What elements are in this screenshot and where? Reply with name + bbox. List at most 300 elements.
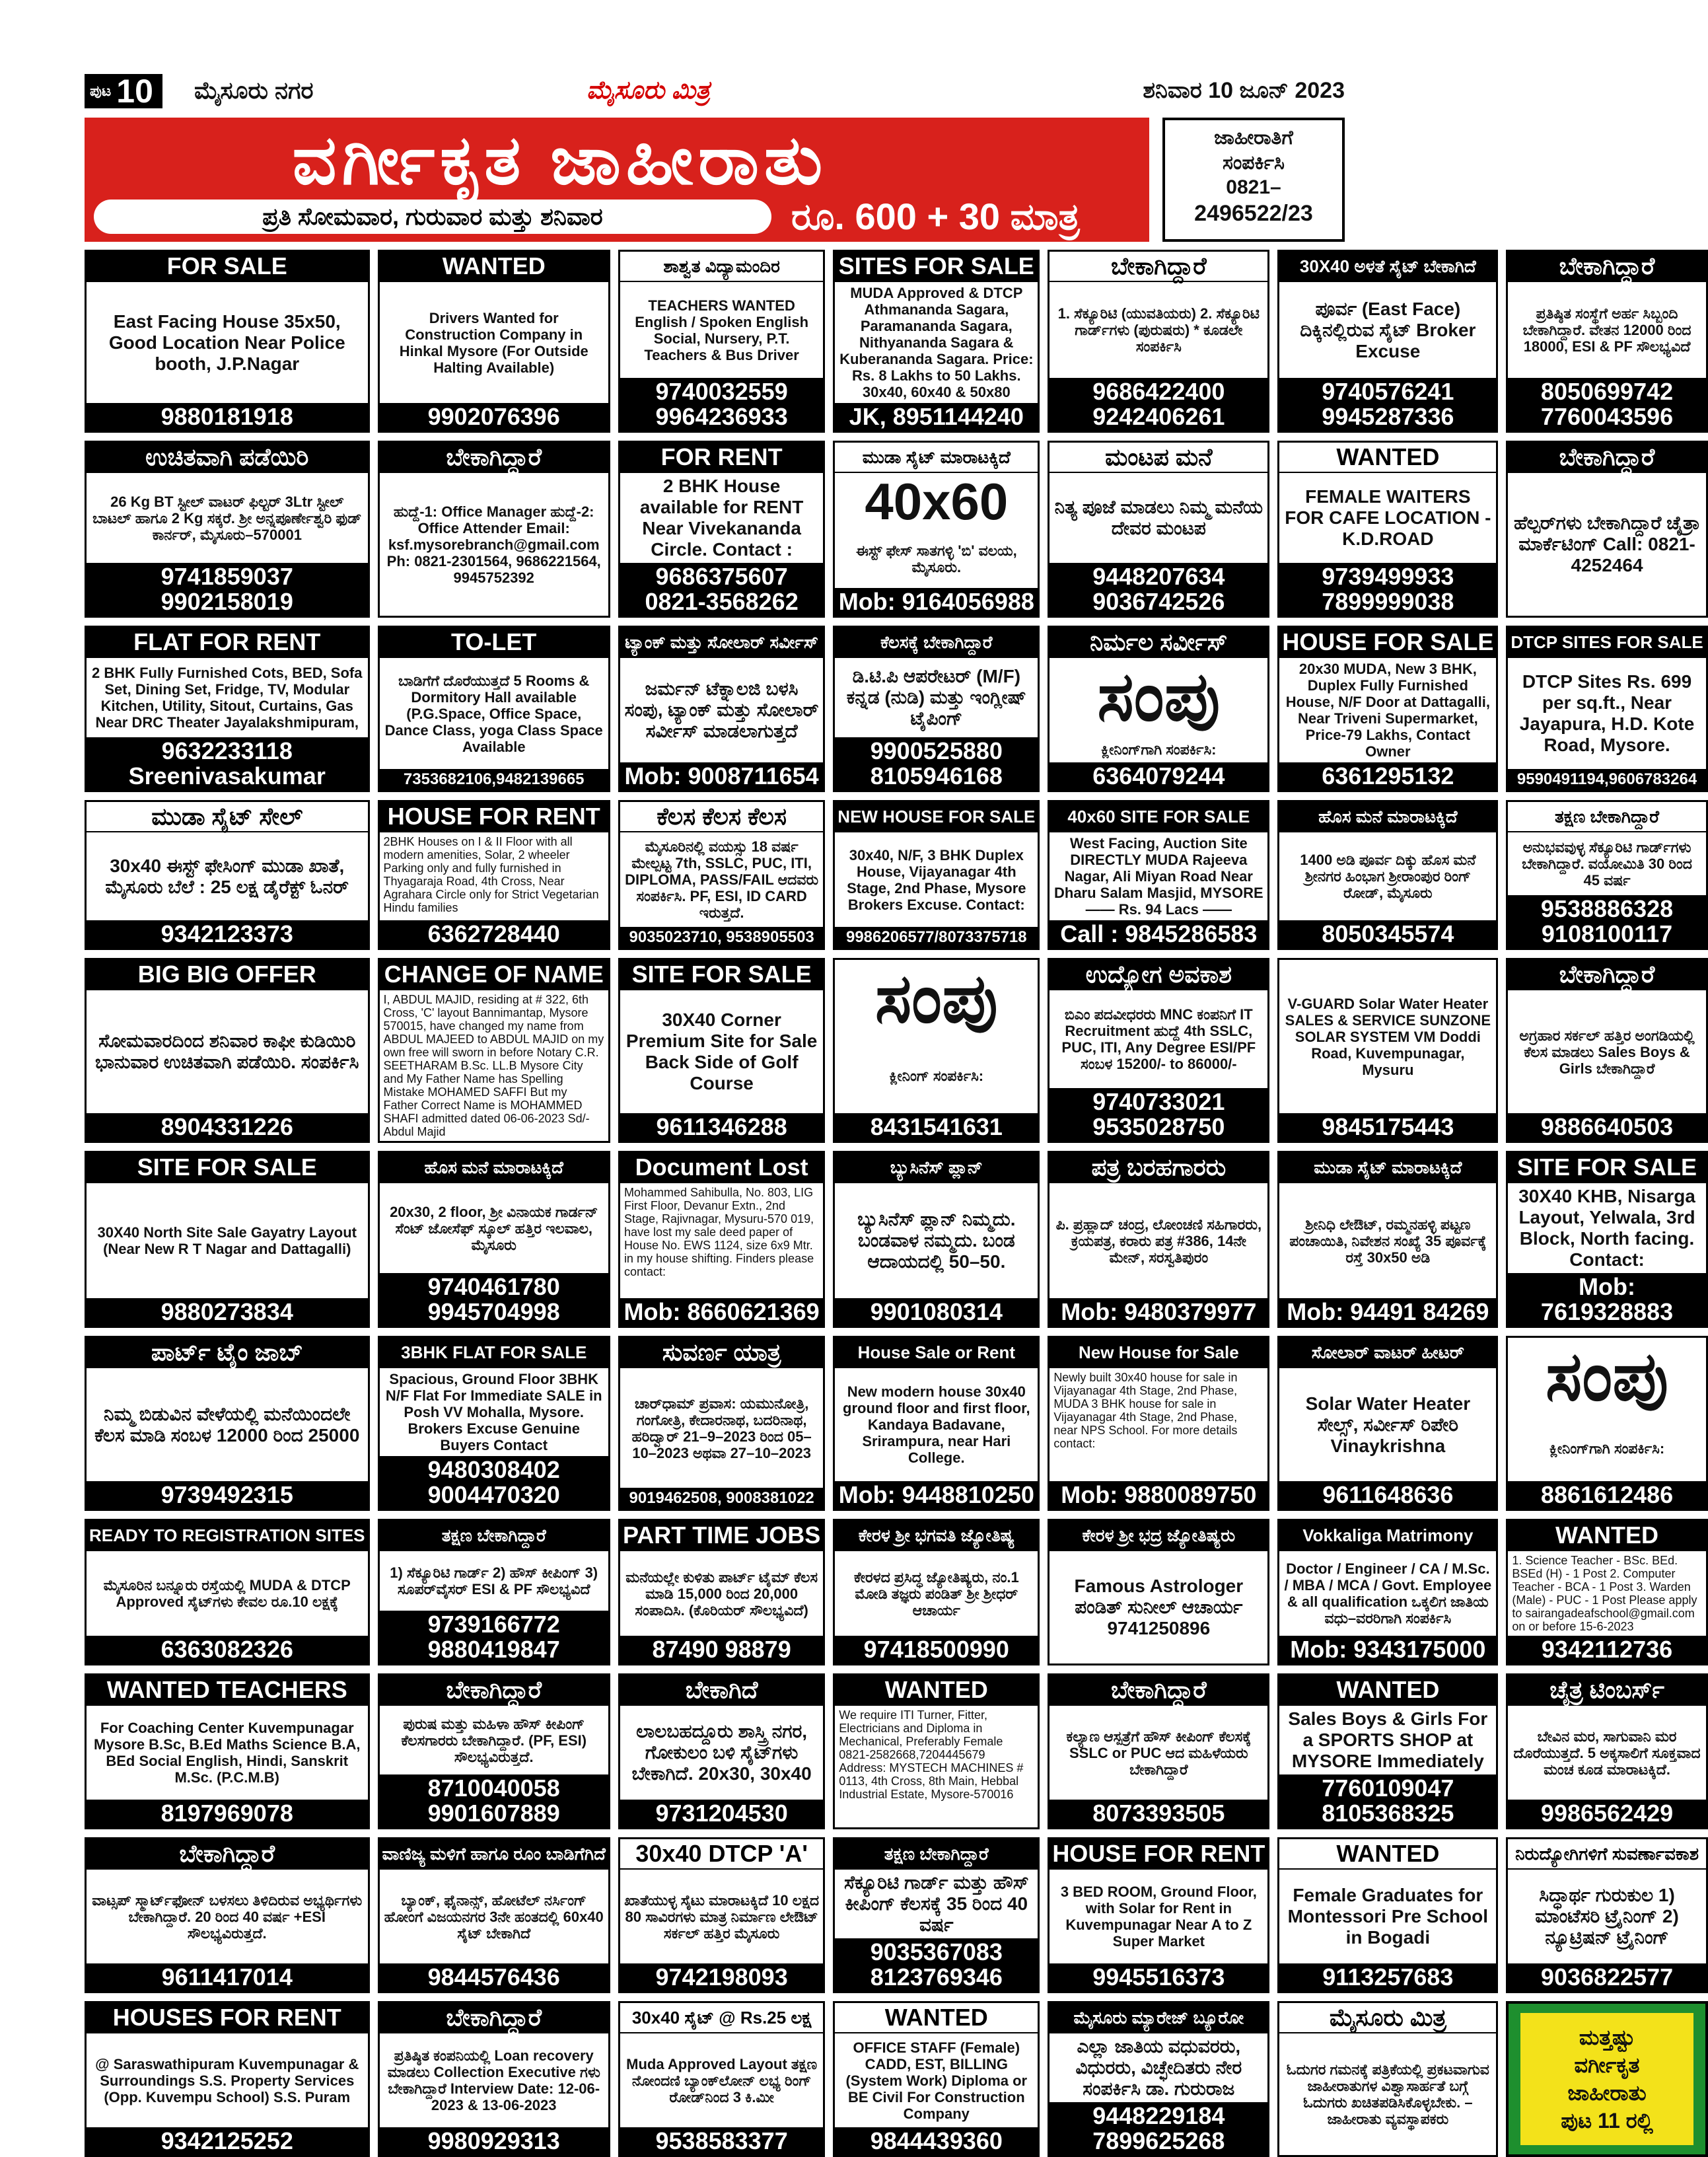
classified-ad [85,1151,370,1328]
ad-heading: ಕೇರಳ ಶ್ರೀ ಭದ್ರ ಜ್ಯೋತಿಷ್ಯರು [1050,1521,1267,1551]
classified-ad [833,441,1040,618]
ad-body: 2 BHK House available for RENT Near Vivekananda Circle. Contact : [639,476,804,560]
classified-ad [85,441,370,618]
ad-body: I, ABDUL MAJID, residing at # 322, 6th Cross, 'C' layout Bannimantap, Mysore 570015, have changed my name from ABDUL MAJEED to ABDUL MAJID on my own free will sworn in before Notary C.R. SEETHARAM B.Sc. LL.B Mysore City and My Father Name has Spelling Mistake MOHAMED SAFFI But my Father Correct Name is MOHAMMED SHAFI admitted dated 06-06-2023 Sd/- Abdul Majid [383,993,604,1138]
ad-heading: ಚೈತ್ರ ಟಿಂಬರ್ಸ್ [1508,1675,1705,1706]
ad-phone: 9035023710, 9538905503 [620,927,823,948]
ad-body: Spacious, Ground Floor 3BHK N/F Flat For Immediate SALE in Posh VV Mohalla, Mysore. Brokers Excuse Genuine Buyers Contact [385,1371,602,1453]
classified-ad [833,1673,1040,1829]
classified-ad [833,1519,1040,1665]
ad-body: ಮನೆಯಲ್ಲೇ ಕುಳಿತು ಪಾರ್ಟ್ ಟೈಮ್ ಕೆಲಸ ಮಾಡಿ 15,000 ರಿಂದ 20,000 ಸಂಪಾದಿಸಿ. (ಕೊರಿಯರ್ ಸೌಲಭ್ಯವಿದೆ) [625,1568,818,1619]
ad-phone: 9739499933 7899999038 [1279,563,1496,616]
ad-body: ಸೋಮವಾರದಿಂದ ಶನಿವಾರ ಕಾಫೀ ಕುಡಿಯಿರಿ ಭಾನುವಾರ ಉಚಿತವಾಗಿ ಪಡೆಯಿರಿ. ಸಂಪರ್ಕಿಸಿ [95,1031,359,1072]
ad-heading: ಮೈಸೂರು ಮಿತ್ರ [1279,2003,1496,2033]
ad-body: ಸೆಕ್ಯೂರಿಟಿ ಗಾರ್ಡ್ ಮತ್ತು ಹೌಸ್ ಕೀಪಿಂಗ್ ಕೆಲಸಕ್ಕೆ 35 ರಿಂದ 40 ವರ್ಷ [843,1872,1029,1935]
ad-phone: Call : 9845286583 [1050,920,1267,948]
ad-body: Drivers Wanted for Construction Company in Hinkal Mysore (For Outside Halting Available) [399,309,588,376]
ad-phone: 9986206577/8073375718 [835,927,1038,948]
ad-phone: 9740733021 9535028750 [1050,1088,1267,1141]
section-name: ಮೈಸೂರು ನಗರ [194,77,314,104]
ad-body: ಅಗ್ರಹಾರ ಸರ್ಕಲ್ ಹತ್ತಿರ ಅಂಗಡಿಯಲ್ಲಿ ಕೆಲಸ ಮಾಡಲು Sales Boys & Girls ಬೇಕಾಗಿದ್ದಾರೆ [1519,1027,1695,1077]
classified-header [85,118,1149,242]
ad-phone: 9740461780 9945704998 [380,1273,608,1326]
ad-phone: 9740576241 9945287336 [1279,378,1496,431]
ad-body: ಅನುಭವವುಳ್ಳ ಸೆಕ್ಯೂರಿಟಿ ಗಾರ್ಡ್‌ಗಳು ಬೇಕಾಗಿದ್ದಾರೆ. ವಯೋಮಿತಿ 30 ರಿಂದ 45 ವರ್ಷ [1522,839,1692,889]
ad-body: ಲಾಲಬಹದ್ದೂರು ಶಾಸ್ತ್ರಿ ನಗರ, ಗೋಕುಲಂ ಬಳಿ ಸೈಟ್‌ಗಳು ಬೇಕಾಗಿದೆ. 20x30, 30x40 [631,1721,812,1784]
ad-heading: ಬೇಕಾಗಿದ್ದಾರೆ [87,1839,368,1870]
ad-heading: ಕೆಲಸಕ್ಕೆ ಬೇಕಾಗಿದ್ದಾರೆ [835,628,1038,658]
ad-heading: House Sale or Rent [835,1338,1038,1368]
classified-ad [378,1837,610,1993]
ad-heading: ತಕ್ಷಣ ಬೇಕಾಗಿದ್ದಾರೆ [1508,802,1705,832]
top-strip [85,74,1345,108]
ad-phone: Mob: 9480379977 [1050,1298,1267,1326]
ad-heading: ಬೇಕಾಗಿದ್ದಾರೆ [1050,252,1267,282]
ad-heading: CHANGE OF NAME [380,960,608,990]
ad-body: V-GUARD Solar Water Heater SALES & SERVICE SUNZONE SOLAR SYSTEM VM Doddi Road, Kuvempunagar, Mysuru [1285,995,1491,1078]
ad-phone: 9844576436 [380,1963,608,1991]
ad-phone: 9036822577 [1508,1963,1705,1991]
ad-heading: ತಕ್ಷಣ ಬೇಕಾಗಿದ್ದಾರೆ [380,1521,608,1551]
ad-phone: 9900525880 8105946168 [835,737,1038,790]
ad-body: 30x40 ಈಸ್ಟ್ ಫೇಸಿಂಗ್ ಮುಡಾ ಖಾತೆ, ಮೈಸೂರು ಬೆಲೆ : 25 ಲಕ್ಷ ಡೈರೆಕ್ಟ್ ಓನರ್ [105,855,349,897]
ad-phone: 9739492315 [87,1481,368,1509]
ad-body: ನಿತ್ಯ ಪೂಜೆ ಮಾಡಲು ನಿಮ್ಮ ಮನೆಯ ದೇವರ ಮಂಟಪ [1054,497,1263,538]
classified-ad [85,2001,370,2157]
issue-date: ಶನಿವಾರ 10 ಜೂನ್ 2023 [1143,78,1345,103]
page-number-box [85,74,162,108]
classified-ad [1277,2001,1498,2157]
classified-ad [1277,626,1498,792]
ad-phone: 8050699742 7760043596 [1508,378,1705,431]
ad-heading: WANTED [380,252,608,282]
ad-body: ಬೇವಿನ ಮರ, ಸಾಗುವಾನಿ ಮರ ದೊರೆಯುತ್ತದೆ. 5 ಅಕ್ಕಸಾಲಿಗೆ ಸೂಕ್ತವಾದ ಮಂಚ ಕೂಡ ಮಾರಾಟಕ್ಕಿದೆ. [1513,1728,1701,1778]
classified-ad [1506,1336,1707,1511]
ad-heading: SITE FOR SALE [87,1153,368,1183]
note-line: ಮತ್ತಷ್ಟು [1579,2026,1635,2049]
ad-heading: 30x40 ಸೈಟ್ @ Rs.25 ಲಕ್ಷ [620,2003,823,2033]
ad-body: ಪುರುಷ ಮತ್ತು ಮಹಿಳಾ ಹೌಸ್ ಕೀಪಿಂಗ್ ಕೆಲಸಗಾರರು ಬೇಕಾಗಿದ್ದಾರೆ. (PF, ESI) ಸೌಲಭ್ಯವಿರುತ್ತದೆ. [401,1715,587,1765]
ad-heading: HOUSE FOR RENT [1050,1839,1267,1870]
ad-highlight: 40x60 [865,472,1009,530]
ad-body: Sales Boys & Girls For a SPORTS SHOP at MYSORE Immediately [1288,1708,1488,1771]
ad-phone: 6363082326 [87,1636,368,1663]
ad-heading: ಕೇರಳ ಶ್ರೀ ಭಗವತಿ ಜ್ಯೋತಿಷ್ಯ [835,1521,1038,1551]
ad-heading: ಉಚಿತವಾಗಿ ಪಡೆಯಿರಿ [87,443,368,473]
classified-ad [618,1673,825,1829]
ad-heading: SITES FOR SALE [835,252,1038,282]
ad-heading: 3BHK FLAT FOR SALE [380,1338,608,1368]
ad-phone: 9113257683 [1279,1963,1496,1991]
ad-phone: Mob: 9164056988 [835,588,1038,616]
ad-body: 1. Science Teacher - BSc. BEd. BSEd (H) - 1 Post 2. Computer Teacher - BCA - 1 Post 3. Warden (Male) - PUC - 1 Post Please apply to sairangadeafschool@gmail.com on or before 15-6-2023 [1512,1554,1697,1633]
ad-heading: ಬೇಕಾಗಿದ್ದಾರೆ [380,1675,608,1706]
ad-body: ಪಿ. ಪ್ರಹ್ಲಾದ್ ಚಂದ್ರ, ಲೋಂಚಣಿ ಸಹಿಗಾರರು, ಕ್ರಯಪತ್ರ, ಕರಾರು ಪತ್ರ #386, 14ನೇ ಮೇನ್, ಸರಸ್ವತಿಪುರಂ [1055,1216,1262,1266]
classified-ad [1277,1519,1498,1665]
note-line: ಜಾಹೀರಾತು [1567,2081,1647,2105]
classified-ad [1277,1336,1498,1511]
ad-body: Doctor / Engineer / CA / M.Sc. / MBA / MCA / Govt. Employee & all qualification ಒಕ್ಕಲಿಗ ಜಾತಿಯ ವಧು–ವರರಿಗಾಗಿ ಸಂಪರ್ಕಿಸಿ [1284,1560,1492,1627]
classified-ad [618,800,825,950]
ad-body: ಬ್ಯಾಂಕ್, ಫೈನಾನ್ಸ್, ಹೋಟೆಲ್ ನರ್ಸಿಂಗ್ ಹೋಂಗೆ ವಿಜಯನಗರ 3ನೇ ಹಂತದಲ್ಲಿ 60x40 ಸೈಟ್ ಬೇಕಾಗಿದೆ [384,1891,604,1942]
more-ads-note [1520,2013,1693,2146]
ad-highlight: ಸಂಪು [1546,1338,1668,1415]
ad-heading: ಪಾರ್ಟ್ ಟೈಂ ಜಾಬ್ [87,1338,368,1368]
ad-body: ಓದುಗರ ಗಮನಕ್ಕೆ ಪತ್ರಿಕೆಯಲ್ಲಿ ಪ್ರಕಟವಾಗುವ ಜಾಹೀರಾತುಗಳ ವಿಶ್ವಾಸಾರ್ಹತೆ ಬಗ್ಗೆ ಓದುಗರು ಖಚಿತಪಡಿಸಿಕೊಳ್ಳಬೇಕು. –ಜಾಹೀರಾತು ವ್ಯವಸ್ಥಾಪಕರು [1286,2061,1489,2127]
ad-body: New modern house 30x40 ground floor and first floor, Kandaya Badavane, Srirampura, near Hari College. [843,1383,1030,1466]
ad-phone: 9844439360 [835,2127,1038,2155]
ad-body: 30x40, N/F, 3 BHK Duplex House, Vijayanagar 4th Stage, 2nd Phase, Mysore Brokers Excuse. Contact: [847,846,1026,913]
ad-phone: 9611417014 [87,1963,368,1991]
classified-ad [1048,2001,1269,2157]
ad-phone: 7353682106,9482139665 [380,769,608,790]
ad-body: ಮೈಸೂರಿನಲ್ಲಿ ವಯಸ್ಸು 18 ವರ್ಷ ಮೇಲ್ಪಟ್ಟ 7th, SSLC, PUC, ITI, DIPLOMA, PASS/FAIL ಆದವರು ಸಂಪರ್ಕಿಸಿ. PF, ESI, ID CARD ಇರುತ್ತದೆ. [625,838,819,921]
classified-ad [833,2001,1040,2157]
classified-ad [85,958,370,1143]
ad-body: ಹೆಲ್ಪರ್‌ಗಳು ಬೇಕಾಗಿದ್ದಾರೆ ಚೈತ್ರಾ ಮಾರ್ಕೆಟಿಂಗ್ Call: 0821-4252464 [1513,513,1701,575]
ad-body: ಡಿ.ಟಿ.ಪಿ ಆಪರೇಟರ್ (M/F) ಕನ್ನಡ (ನುಡಿ) ಮತ್ತು ಇಂಗ್ಲೀಷ್ ಟೈಪಿಂಗ್ [846,666,1026,729]
ad-body: 20x30, 2 floor, ಶ್ರೀ ವಿನಾಯಕ ಗಾರ್ಡನ್ ಸೆಂಟ್ ಜೋಸೆಫ್ ಸ್ಕೂಲ್ ಹತ್ತಿರ ಇಲವಾಲ, ಮೈಸೂರು [390,1203,598,1253]
ad-heading: NEW HOUSE FOR SALE [835,802,1038,832]
ad-phone: 8073393505 [1050,1800,1267,1827]
ad-body: TEACHERS WANTED English / Spoken English Social, Nursery, P.T. Teachers & Bus Driver [635,297,809,363]
classified-ads-grid [85,250,1703,2154]
paper-name: ಮೈಸೂರು ಮಿತ್ರ [587,77,710,104]
classified-ad [1048,626,1269,792]
classified-ad [618,250,825,433]
ad-body: 2 BHK Fully Furnished Cots, BED, Sofa Set, Dining Set, Fridge, TV, Modular Kitchen, Utility, Sitout, Curtains, Gas Near DRC Theater Jayalakshmipuram, [92,665,363,731]
ad-body: ಬಿಎಂ ಪದವೀಧರರು MNC ಕಂಪನಿಗೆ IT Recruitment ಹುದ್ದೆ 4th SSLC, PUC, ITI, Any Degree ESI/PF ಸಂಬಳ 15200/- to 86000/- [1061,1006,1256,1072]
ad-heading: Vokkaliga Matrimony [1279,1521,1496,1551]
ad-phone: Mob: 9880089750 [1050,1481,1267,1509]
ad-heading: FOR SALE [87,252,368,282]
classified-ad [85,626,370,792]
ad-heading: ಹೊಸ ಮನೆ ಮಾರಾಟಕ್ಕಿದೆ [1279,802,1496,832]
ad-body: ಕೇರಳದ ಪ್ರಸಿದ್ಧ ಜ್ಯೋತಿಷ್ಯರು, ನಂ.1 ಮೋಡಿ ತಜ್ಞರು ಪಂಡಿತ್ ಶ್ರೀ ಶ್ರೀಧರ್ ಆಚಾರ್ಯ [853,1568,1019,1619]
classified-ad [1277,1837,1498,1993]
ad-phone: 9342125252 [87,2127,368,2155]
ad-phone: 8904331226 [87,1113,368,1141]
ad-heading: SITE FOR SALE [620,960,823,990]
ad-phone: 9742198093 [620,1963,823,1991]
ad-body: ಚಾರ್‌ಧಾಮ್ ಪ್ರವಾಸ: ಯಮುನೋತ್ರಿ, ಗಂಗೋತ್ರಿ, ಕೇದಾರನಾಥ, ಬದರಿನಾಥ, ಹರಿದ್ವಾರ್ 21–9–2023 ರಿಂದ 05–10–2023 ಅಥವಾ 27–10–2023 [631,1395,812,1461]
classified-ad [378,1336,610,1511]
classified-ad [378,441,610,618]
classified-ad [833,800,1040,950]
classified-ad [85,1673,370,1829]
ad-body: 30X40 Corner Premium Site for Sale Back Side of Golf Course [625,1009,818,1093]
ad-body: 3 BED ROOM, Ground Floor, with Solar for Rent in Kuvempunagar Near A to Z Super Market [1060,1883,1257,1950]
ad-body: ಕ್ಲೀನಿಂಗ್ ಸಂಪರ್ಕಿಸಿ: [889,1067,984,1084]
classified-ad [833,626,1040,792]
ad-heading: ಉದ್ಯೋಗ ಅವಕಾಶ [1050,960,1267,990]
classified-ad [378,1151,610,1328]
ad-heading: WANTED [1508,1521,1705,1551]
classified-ad [618,441,825,618]
ad-body: Muda Approved Layout ತಕ್ಷಣ ನೋಂದಣಿ ಬ್ಯಾಂಕ್‌ಲೋನ್ ಲಭ್ಯ ರಿಂಗ್ ರೋಡ್‌ನಿಂದ 3 ಕಿ.ಮೀ [626,2055,818,2105]
header-title: ವರ್ಗೀಕೃತ ಜಾಹೀರಾತು [292,122,828,199]
classified-ad [1506,441,1707,618]
classified-ad [378,958,610,1143]
ad-body: ಪ್ರತಿಷ್ಠಿತ ಕಂಪನಿಯಲ್ಲಿ Loan recovery ಮಾಡಲು Collection Executive ಗಳು ಬೇಕಾಗಿದ್ದಾರೆ Interview Date: 12-06-2023 & 13-06-2023 [387,2047,600,2113]
ad-heading: HOUSES FOR RENT [87,2003,368,2033]
ad-phone: 9731204530 [620,1800,823,1827]
classified-ad [618,1837,825,1993]
ad-body: 26 Kg BT ಸ್ಟೀಲ್ ವಾಟರ್ ಫಿಲ್ಟರ್ 3Ltr ಸ್ಟೀಲ್ ಬಾಟಲ್ ಹಾಗೂ 2 Kg ಸಕ್ಕರೆ. ಶ್ರೀ ಅನ್ನಪೂರ್ಣೇಶ್ವರಿ ಫುಡ್ ಕಾರ್ನರ್, ಮೈಸೂರು–570001 [92,493,362,543]
ad-heading: ಸುವರ್ಣ ಯಾತ್ರ [620,1338,823,1368]
ad-heading: READY TO REGISTRATION SITES [87,1521,368,1551]
ad-phone: 9632233118 Sreenivasakumar [87,737,368,790]
ad-phone: 9590491194,9606783264 [1508,769,1705,790]
ad-body: ಮೈಸೂರಿನ ಬನ್ನೂರು ರಸ್ತೆಯಲ್ಲಿ MUDA & DTCP Approved ಸೈಟ್‌ಗಳು ಕೇವಲ ರೂ.10 ಲಕ್ಷಕ್ಕೆ [103,1577,351,1610]
ad-phone: 9880181918 [87,403,368,431]
ad-heading: ಸೋಲಾರ್ ವಾಟರ್ ಹೀಟರ್ [1279,1338,1496,1368]
ad-heading: New House for Sale [1050,1338,1267,1368]
ad-body: ಎಲ್ಲಾ ಜಾತಿಯ ವಧುವರರು, ವಿಧುರರು, ವಿಚ್ಛೇದಿತರು ನೇರ ಸಂಪರ್ಕಿಸಿ ಡಾ. ಗುರುರಾಜ [1075,2036,1242,2099]
ad-heading: SITE FOR SALE [1508,1153,1705,1183]
ad-body: ಪೂರ್ವ (East Face) ದಿಕ್ಕಿನಲ್ಲಿರುವ ಸೈಟ್ Broker Excuse [1300,298,1476,361]
contact-line-3: 0821– [1226,176,1281,198]
ad-phone: Mob: 7619328883 [1508,1273,1705,1326]
ad-body: ಪ್ರತಿಷ್ಠಿತ ಸಂಸ್ಥೆಗೆ ಅರ್ಹ ಸಿಬ್ಬಂದಿ ಬೇಕಾಗಿದ್ದಾರೆ. ವೇತನ 12000 ರಿಂದ 18000, ESI & PF ಸೌಲಭ್ಯವಿದೆ [1522,305,1691,355]
ad-phone: 9611346288 [620,1113,823,1141]
ad-phone: Mob: 9008711654 [620,762,823,790]
ad-body: West Facing, Auction Site DIRECTLY MUDA Rajeeva Nagar, Ali Miyan Road Near Dharu Salam Masjid, MYSORE —— Rs. 94 Lacs —— [1054,835,1263,918]
ad-phone: 87490 98879 [620,1636,823,1663]
classified-ad [1506,800,1707,950]
ad-heading: FOR RENT [620,443,823,473]
ad-heading: ನಿರುದ್ಯೋಗಿಗಳಿಗೆ ಸುವರ್ಣಾವಕಾಶ [1508,1839,1705,1870]
classified-ad [618,1336,825,1511]
ad-heading: ಪತ್ರ ಬರಹಗಾರರು [1050,1153,1267,1183]
ad-heading: WANTED [1279,1675,1496,1706]
classified-ad [1506,1151,1707,1328]
ad-body: ಬ್ಯುಸಿನೆಸ್ ಪ್ಲಾನ್ ನಿಮ್ಮದು. ಬಂಡವಾಳ ನಮ್ಮದು. ಬಂಡ ಆದಾಯದಲ್ಲಿ 50–50. [857,1209,1016,1272]
ad-body: Solar Water Heater ಸೇಲ್ಸ್, ಸರ್ವೀಸ್ ರಿಪೇರಿ Vinaykrishna [1305,1393,1471,1456]
ad-phone: 6361295132 [1279,762,1496,790]
classified-ad [1506,250,1707,433]
ad-heading: ಬೇಕಾಗಿದ್ದಾರೆ [1508,252,1705,282]
ad-heading: ಟ್ಯಾಂಕ್ ಮತ್ತು ಸೋಲಾರ್ ಸರ್ವೀಸ್ [620,628,823,658]
ad-body: 20x30 MUDA, New 3 BHK, Duplex Fully Furnished House, N/F Door at Dattagalli, Near Triveni Supermarket, Price-79 Lakhs, Contact Owner [1285,661,1490,760]
ad-heading: ಬೇಕಾಗಿದ್ದಾರೆ [380,443,608,473]
ad-phone: 9448229184 7899625268 [1050,2102,1267,2155]
classified-ad [833,958,1040,1143]
ad-phone: 9686422400 9242406261 [1050,378,1267,431]
ad-body: ನಿಮ್ಮ ಬಿಡುವಿನ ವೇಳೆಯಲ್ಲಿ ಮನೆಯಿಂದಲೇ ಕೆಲಸ ಮಾಡಿ ಸಂಬಳ 12000 ರಿಂದ 25000 [94,1403,360,1445]
ad-phone: 6364079244 [1050,762,1267,790]
classified-ad [378,250,610,433]
classified-ad [833,250,1040,433]
ad-heading: 30X40 ಅಳತೆ ಸೈಟ್ ಬೇಕಾಗಿದೆ [1279,252,1496,282]
classified-ad [1506,1837,1707,1993]
classified-ad [1506,626,1707,792]
ad-body: ಶ್ರೀನಿಧಿ ಲೇಔಟ್, ರಮ್ಮನಹಳ್ಳಿ ಪಟ್ಟಣ ಪಂಚಾಯಿತಿ, ನಿವೇಶನ ಸಂಖ್ಯೆ 35 ಪೂರ್ವಕ್ಕೆ ರಸ್ತೆ 30x50 ಅಡಿ [1289,1216,1487,1266]
classified-ad [1048,441,1269,618]
ad-heading: ಶಾಶ್ವತ ವಿದ್ಯಾಮಂದಿರ [620,252,823,282]
classified-ad [85,250,370,433]
ad-heading: ಮಂಟಪ ಮನೆ [1050,443,1267,473]
ad-phone: 9886640503 [1508,1113,1705,1141]
ad-phone: 9740032559 9964236933 [620,378,823,431]
ad-phone: 9980929313 [380,2127,608,2155]
ad-heading: 40x60 SITE FOR SALE [1050,802,1267,832]
ad-phone: 9342123373 [87,920,368,948]
classified-ad [1277,958,1498,1143]
ad-body: DTCP Sites Rs. 699 per sq.ft., Near Jayapura, H.D. Kote Road, Mysore. [1519,671,1695,755]
ad-heading: FLAT FOR RENT [87,628,368,658]
ad-phone: 9986562429 [1508,1800,1705,1827]
ad-body: MUDA Approved & DTCP Athmananda Sagara, Paramananda Sagara, Nithyananda Sagara & Kuberananda Sagara. Price: Rs. 8 Lakhs to 50 Lakhs. 30x40, 60x40 & 50x80 [839,285,1034,400]
ad-heading: ಬೇಕಾಗಿದ್ದಾರೆ [1050,1675,1267,1706]
ad-body: FEMALE WAITERS FOR CAFE LOCATION - K.D.ROAD [1285,486,1491,549]
ad-body: ಬಾಡಿಗೆಗೆ ದೊರೆಯುತ್ತದೆ 5 Rooms & Dormitory Hall available (P.G.Space, Office Space, Dance Class, yoga Class Space Available [384,672,603,755]
ad-phone: 8861612486 [1508,1481,1705,1509]
ad-phone: 9342112736 [1508,1636,1705,1663]
ad-phone: 97418500990 [835,1636,1038,1663]
note-line: ವರ್ಗೀಕೃತ [1574,2053,1640,2077]
ad-heading: ತಕ್ಷಣ ಬೇಕಾಗಿದ್ದಾರೆ [835,1839,1038,1870]
ad-body: East Facing House 35x50, Good Location Near Police booth, J.P.Nagar [108,311,345,374]
classified-ad [85,1837,370,1993]
ad-heading: BIG BIG OFFER [87,960,368,990]
ad-heading: HOUSE FOR RENT [380,802,608,832]
ad-heading: TO-LET [380,628,608,658]
ad-heading: WANTED [1279,1839,1496,1870]
page-label: ಪುಟ [90,83,112,99]
ad-body: ಹುದ್ದೆ-1: Office Manager ಹುದ್ದೆ-2: Office Attender Email: ksf.mysorebranch@gmail.com Ph: 0821-2301564, 9686221564, 9945752392 [386,503,601,586]
classified-ad [1048,1336,1269,1511]
classified-ad [378,800,610,950]
ad-phone: 8050345574 [1279,920,1496,948]
ad-phone: 9448207634 9036742526 [1050,563,1267,616]
contact-line-2: ಸಂಪರ್ಕಿಸಿ [1223,152,1285,174]
ad-heading: ಬ್ಯುಸಿನೆಸ್ ಪ್ಲಾನ್ [835,1153,1038,1183]
ad-phone: JK, 8951144240 [835,403,1038,431]
ad-body: Female Graduates for Montessori Pre School in Bogadi [1287,1885,1489,1948]
ad-heading: DTCP SITES FOR SALE [1508,628,1705,658]
classified-ad [1277,800,1498,950]
ad-phone: Mob: 9448810250 [835,1481,1038,1509]
classified-ad [833,1151,1040,1328]
classified-ad [833,1837,1040,1993]
ad-heading: ವಾಣಿಜ್ಯ ಮಳಿಗೆ ಹಾಗೂ ರೂಂ ಬಾಡಿಗೆಗಿದೆ [380,1839,608,1870]
classified-ad [618,626,825,792]
classified-ad [1048,1673,1269,1829]
ad-heading: ನಿರ್ಮಲ ಸರ್ವೀಸ್ [1050,628,1267,658]
advertise-contact-box [1162,118,1345,242]
classified-ad [1048,800,1269,950]
ad-phone: 9019462508, 9008381022 [620,1488,823,1509]
header-subtitle: ಪ್ರತಿ ಸೋಮವಾರ, ಗುರುವಾರ ಮತ್ತು ಶನಿವಾರ [94,200,771,234]
ad-heading: ಬೇಕಾಗಿದ್ದಾರೆ [1508,960,1705,990]
ad-body: ಜರ್ಮನ್ ಟೆಕ್ನಾಲಜಿ ಬಳಸಿ ಸಂಪು, ಟ್ಯಾಂಕ್ ಮತ್ತು ಸೋಲಾರ್ ಸರ್ವೀಸ್ ಮಾಡಲಾಗುತ್ತದೆ [624,678,819,741]
classified-ad [1048,1519,1269,1665]
classified-ad [1277,1151,1498,1328]
ad-body: 2BHK Houses on I & II Floor with all modern amenities, Solar, 2 wheeler Parking only and fully furnished in Thyagaraja Road, 4th Cross, Near Agrahara Circle only for Strict Vegetarian Hindu families [383,835,599,914]
classified-ad [833,1336,1040,1511]
ad-body: Newly built 30x40 house for sale in Vijayanagar 4th Stage, 2nd Phase, MUDA 3 BHK house for sale in Vijayanagar 4th Stage, 2nd Phase, near NPS School. For more details contact: [1053,1371,1238,1450]
ad-body: 1400 ಅಡಿ ಪೂರ್ವ ದಿಕ್ಕು ಹೊಸ ಮನೆ ಶ್ರೀನಗರ ಹಿಂಭಾಗ ಶ್ರೀರಾಂಪುರ ರಿಂಗ್ ರೋಡ್, ಮೈಸೂರು [1300,852,1476,901]
ad-body: We require ITI Turner, Fitter, Electricians and Diploma in Mechanical, Preferably Female 0821-2582668,7204445679 Address: MYSTECH MACHINES # 0113, 4th Cross, 8th Main, Hebbal Industrial Estate, Mysore-570016 [839,1708,1024,1801]
ad-heading: ಬೇಕಾಗಿದ್ದಾರೆ [1508,443,1705,473]
ad-phone: 9739166772 9880419847 [380,1611,608,1663]
ad-phone: 9686375607 0821-3568262 [620,563,823,616]
ad-phone: 9901080314 [835,1298,1038,1326]
ad-body: 30X40 KHB, Nisarga Layout, Yelwala, 3rd Block, North facing. Contact: [1518,1186,1695,1270]
ad-heading: ಮೈಸೂರು ಮ್ಯಾರೇಜ್ ಬ್ಯೂರೋ [1050,2003,1267,2033]
ad-phone: 7760109047 8105368325 [1279,1774,1496,1827]
classified-ad [1048,1837,1269,1993]
ad-body: ವಾಟ್ಸಪ್ ಸ್ಮಾರ್ಟ್‌ಫೋನ್ ಬಳಸಲು ತಿಳಿದಿರುವ ಅಭ್ಯರ್ಥಿಗಳು ಬೇಕಾಗಿದ್ದಾರೆ. 20 ರಿಂದ 40 ವರ್ಷ +ESI ಸೌಲಭ್ಯವಿರುತ್ತದೆ. [92,1891,363,1942]
ad-phone: 9902076396 [380,403,608,431]
ad-body: ಖಾತೆಯುಳ್ಳ ಸೈಟು ಮಾರಾಟಕ್ಕಿದೆ 10 ಲಕ್ಷದ 80 ಸಾವಿರಗಳು ಮಾತ್ರ ನಿರ್ಮಾಣ ಲೇಔಟ್ ಸರ್ಕಲ್ ಹತ್ತಿರ ಮೈಸೂರು [624,1891,820,1942]
ad-heading: ಹೊಸ ಮನೆ ಮಾರಾಟಕ್ಕಿದೆ [380,1153,608,1183]
ad-phone: 9480308402 9004470320 [380,1456,608,1509]
classified-ad [85,1519,370,1665]
ad-phone: 9945516373 [1050,1963,1267,1991]
contact-phone: 2496522/23 [1194,201,1313,226]
ad-phone: 9845175443 [1279,1113,1496,1141]
ad-phone: 9538886328 9108100117 [1508,895,1705,948]
classified-ad [1506,1519,1707,1665]
classified-ad [1048,1151,1269,1328]
classified-ad [1048,958,1269,1143]
page-number: 10 [116,73,153,110]
ad-phone: 9538583377 [620,2127,823,2155]
ad-heading: ಮುಡಾ ಸೈಟ್ ಮಾರಾಟಕ್ಕಿದೆ [1279,1153,1496,1183]
contact-line-1: ಜಾಹೀರಾತಿಗೆ [1214,127,1293,149]
classified-ad [85,800,370,950]
ad-heading: WANTED [1279,443,1496,473]
classified-ad [618,2001,825,2157]
classified-ad [618,958,825,1143]
ad-highlight: ಸಂಪು [874,961,998,1037]
classified-ad [1277,250,1498,433]
ad-body: ಈಸ್ಟ್ ಫೇಸ್ ಸಾತಗಳ್ಳಿ 'ಬಿ' ವಲಯ, ಮೈಸೂರು. [855,542,1017,575]
classified-ad [378,1673,610,1829]
ad-heading: WANTED TEACHERS [87,1675,368,1706]
ad-heading: ಮುಡಾ ಸೈಟ್ ಮಾರಾಟಕ್ಕಿದೆ [835,443,1038,473]
ad-heading: PART TIME JOBS [620,1521,823,1551]
ad-body: OFFICE STAFF (Female) CADD, EST, BILLING (System Work) Diploma or BE Civil For Construction Company [845,2039,1028,2122]
ad-highlight: ಸಂಪು [1097,659,1221,735]
ad-phone: 8431541631 [835,1113,1038,1141]
ad-heading: Document Lost [620,1153,823,1183]
ad-body: Mohammed Sahibulla, No. 803, LIG First Floor, Devanur Extn., 2nd Stage, Rajivnagar, Mysuru-570 019, have lost my sale deed paper of House No. EWS 1124, size 6x9 Mtr. in my house shifting. Finders please contact: [623,1186,814,1278]
classified-ad [618,1151,825,1328]
classified-ad [1277,1673,1498,1829]
ad-heading: ಮುಡಾ ಸೈಟ್ ಸೇಲ್ [87,802,368,832]
ad-heading: WANTED [835,2003,1038,2033]
ad-body: ಕ್ಲೀನಿಂಗ್‌ಗಾಗಿ ಸಂಪರ್ಕಿಸಿ: [1549,1440,1665,1457]
ad-body: For Coaching Center Kuvempunagar Mysore B.Sc, B.Ed Maths Science B.A, BEd Social English, Hindi, Sanskrit M.Sc. (P.C.M.B) [94,1720,361,1786]
ad-heading: ಕೆಲಸ ಕೆಲಸ ಕೆಲಸ [620,802,823,832]
ad-heading: 30x40 DTCP 'A' [620,1839,823,1870]
ad-phone: 9880273834 [87,1298,368,1326]
ad-phone: 8197969078 [87,1800,368,1827]
ad-phone: 8710040058 9901607889 [380,1774,608,1827]
classified-ad [378,2001,610,2157]
ad-body: ಕ್ಲೀನಿಂಗ್‌ಗಾಗಿ ಸಂಪರ್ಕಿಸಿ: [1101,741,1217,758]
ad-body: 1. ಸೆಕ್ಯೂರಿಟಿ (ಯುವತಿಯರು) 2. ಸೆಕ್ಯೂರಿಟಿ ಗಾರ್ಡ್‌ಗಳು (ಪುರುಷರು) * ಕೂಡಲೇ ಸಂಪರ್ಕಿಸಿ [1057,305,1260,355]
ad-phone: 9611648636 [1279,1481,1496,1509]
classified-ad [1048,250,1269,433]
note-line: ಪುಟ 11 ರಲ್ಲಿ [1561,2109,1653,2133]
ad-heading: ಬೇಕಾಗಿದ್ದಾರೆ [380,2003,608,2033]
classified-ad [618,1519,825,1665]
ad-body: 1) ಸೆಕ್ಯೂರಿಟಿ ಗಾರ್ಡ್ 2) ಹೌಸ್ ಕೀಪಿಂಗ್ 3) ಸೂಪರ್‌ವೈಸರ್ ESI & PF ಸೌಲಭ್ಯವಿದೆ [390,1564,598,1597]
